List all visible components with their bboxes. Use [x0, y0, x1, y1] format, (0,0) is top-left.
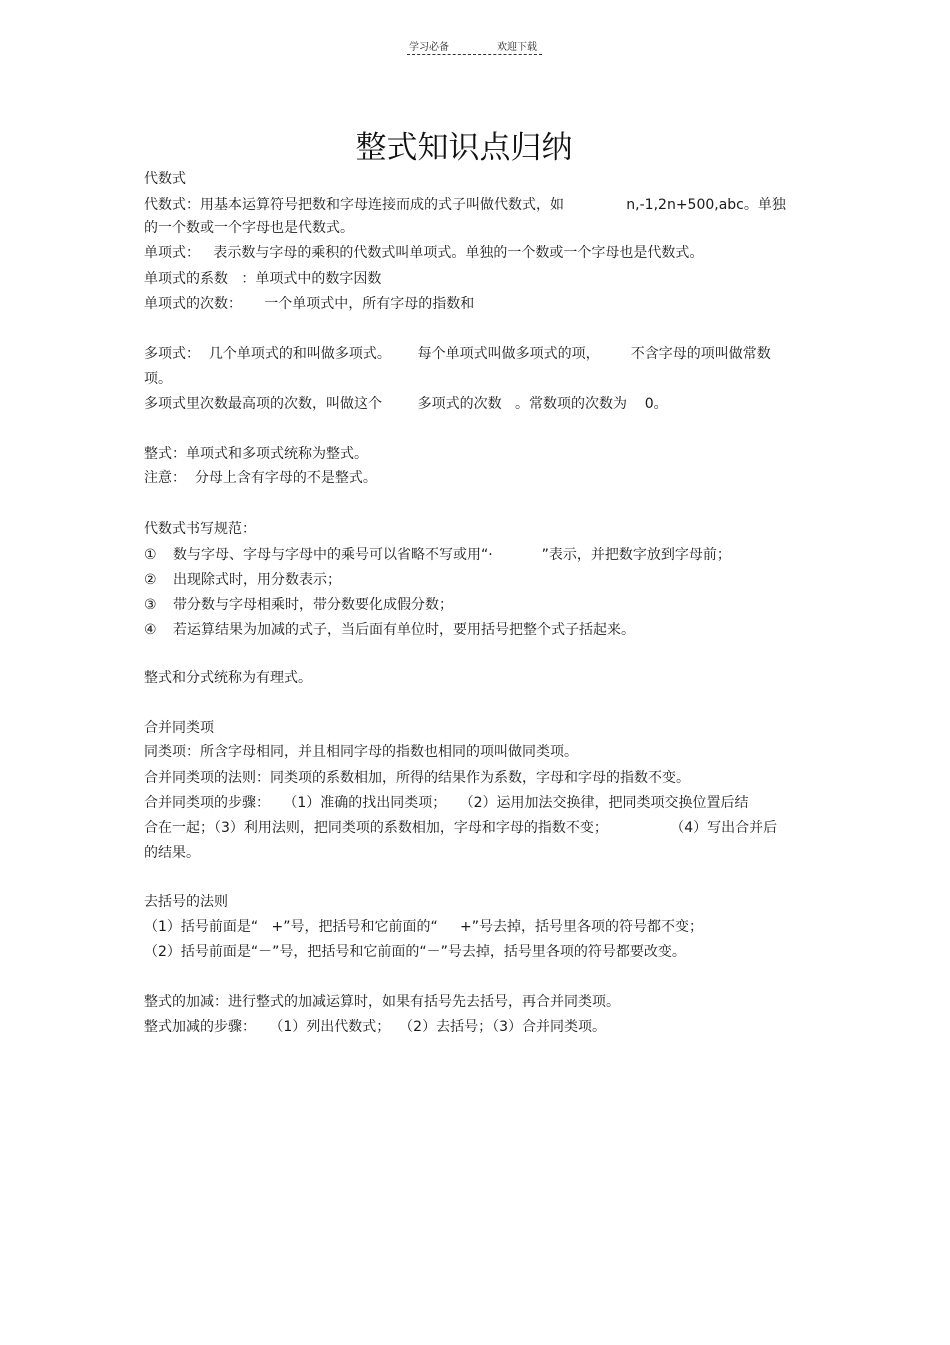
page-title: 整式知识点归纳 [355, 130, 573, 166]
section-heading-remove-brackets: 去括号的法则 [144, 894, 228, 910]
header-left-text: 学习必备 [409, 42, 449, 53]
list-number: ③ [144, 597, 157, 613]
section-heading-algebraic-expression: 代数式 [144, 171, 186, 187]
paragraph-line: 项。 [144, 371, 172, 387]
paragraph-line: 多项式里次数最高项的次数，叫做这个 多项式的次数 。常数项的次数为 0。 [144, 396, 668, 412]
list-number: ④ [144, 622, 157, 638]
section-heading-combine-like-terms: 合并同类项 [144, 720, 214, 736]
list-number: ① [144, 547, 157, 563]
paragraph-line: 整式加减的步骤： （1）列出代数式； （2）去括号；（3）合并同类项。 [144, 1019, 606, 1035]
paragraph-line: 整式和分式统称为有理式。 [144, 670, 312, 686]
paragraph-line: 多项式： 几个单项式的和叫做多项式。 每个单项式叫做多项式的项， 不含字母的项叫做常数 [144, 346, 771, 362]
section-heading-writing-rules: 代数式书写规范： [144, 521, 256, 537]
list-number: ② [144, 572, 157, 588]
header-right-text: 欢迎下载 [497, 42, 537, 53]
paragraph-line: 合在一起；（3）利用法则，把同类项的系数相加，字母和字母的指数不变； （4）写出合并后 [144, 820, 778, 836]
paragraph-line: 的一个数或一个字母也是代数式。 [144, 220, 354, 236]
paragraph-line: 单项式的次数： 一个单项式中，所有字母的指数和 [144, 296, 475, 312]
paragraph-line: 整式：单项式和多项式统称为整式。 [144, 446, 368, 462]
paragraph-line: 单项式的系数 ：单项式中的数字因数 [144, 271, 382, 287]
header-divider [407, 54, 542, 55]
paragraph-line: 单项式： 表示数与字母的乘积的代数式叫单项式。单独的一个数或一个字母也是代数式。 [144, 245, 704, 261]
paragraph-line: （1）括号前面是“ +”号，把括号和它前面的“ +”号去掉，括号里各项的符号都不变； [144, 919, 703, 935]
list-item-text: 出现除式时，用分数表示； [173, 572, 341, 588]
paragraph-line: 注意： 分母上含有字母的不是整式。 [144, 470, 377, 486]
paragraph-line: 代数式：用基本运算符号把数和字母连接而成的式子叫做代数式，如 n,-1,2n+500,abc。单独 [144, 197, 786, 213]
list-item-text: 数与字母、字母与字母中的乘号可以省略不写或用“· ”表示，并把数字放到字母前； [173, 547, 731, 563]
paragraph-line: 的结果。 [144, 845, 200, 861]
list-item [144, 596, 453, 614]
list-item-text: 若运算结果为加减的式子，当后面有单位时，要用括号把整个式子括起来。 [173, 622, 635, 638]
paragraph-line: 同类项：所含字母相同，并且相同字母的指数也相同的项叫做同类项。 [144, 744, 578, 760]
paragraph-line: 合并同类项的法则：同类项的系数相加，所得的结果作为系数，字母和字母的指数不变。 [144, 770, 690, 786]
paragraph-line: （2）括号前面是“－”号，把括号和它前面的“－”号去掉，括号里各项的符号都要改变。 [144, 944, 686, 960]
list-item [144, 546, 731, 564]
paragraph-line: 整式的加减：进行整式的加减运算时，如果有括号先去括号，再合并同类项。 [144, 994, 620, 1010]
list-item-text: 带分数与字母相乘时，带分数要化成假分数； [173, 597, 453, 613]
list-item [144, 571, 341, 589]
paragraph-line: 合并同类项的步骤： （1）准确的找出同类项； （2）运用加法交换律，把同类项交换位置后结 [144, 795, 749, 811]
list-item [144, 621, 635, 639]
